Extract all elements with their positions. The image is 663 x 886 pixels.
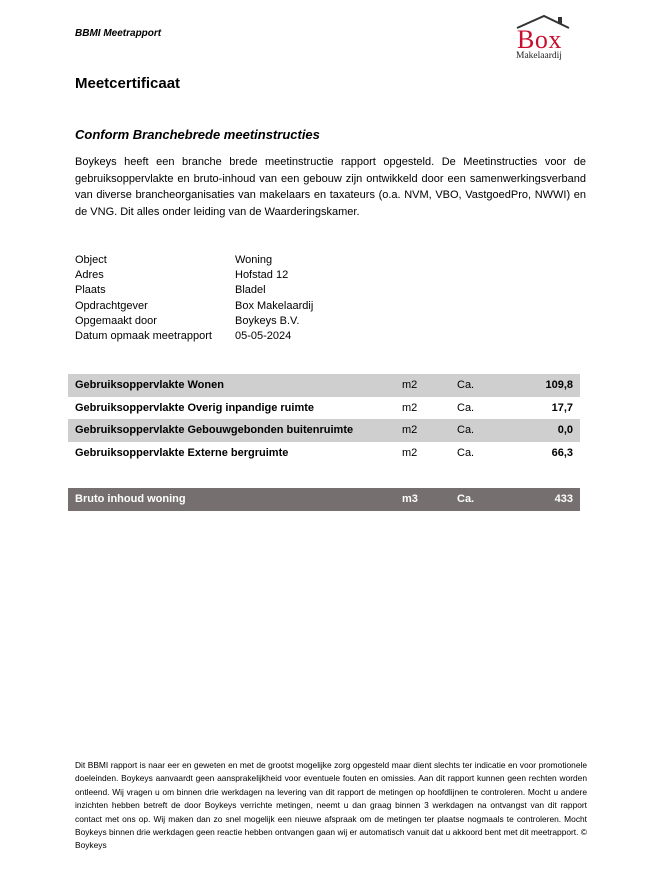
measurement-unit: m2 (402, 424, 418, 436)
detail-label: Plaats (75, 284, 106, 297)
measurement-table (68, 374, 580, 464)
detail-label: Opdrachtgever (75, 299, 148, 312)
detail-label: Adres (75, 269, 104, 282)
detail-value: 05-05-2024 (235, 329, 292, 342)
detail-value: Box Makelaardij (235, 299, 314, 312)
detail-value: Bladel (235, 284, 266, 297)
measurement-row-overig (68, 397, 580, 420)
volume-value: 433 (554, 493, 573, 505)
box-makelaardij-logo (514, 13, 572, 61)
section-title: Conform Branchebrede meetinstructies (75, 127, 320, 142)
measurement-label: Gebruiksoppervlakte Externe bergruimte (75, 446, 289, 459)
measurement-row-bergruimte (68, 442, 580, 465)
volume-row (68, 488, 580, 511)
measurement-value: 0,0 (557, 424, 573, 436)
detail-label: Datum opmaak meetrapport (75, 329, 212, 342)
measurement-approx: Ca. (457, 379, 475, 391)
measurement-approx: Ca. (457, 424, 475, 436)
detail-value: Woning (235, 254, 273, 266)
detail-value: Boykeys B.V. (235, 314, 300, 327)
measurement-approx: Ca. (457, 401, 475, 414)
measurement-unit: m2 (402, 446, 418, 459)
volume-unit: m3 (402, 493, 418, 505)
measurement-approx: Ca. (457, 446, 475, 459)
intro-paragraph: Boykeys heeft een branche brede meetinstructie rapport opgesteld. De Meetinstructies voor de gebruiksoppervlakte en bruto-inhoud van een gebouw zijn ontwikkeld door een samenwerkingsverband van diverse brancheorganisaties van makelaars en taxateurs (o.a. NVM, VBO, VastgoedPro, NWWI) en de VNG. Dit alles onder leiding van de Waarderingskamer. (75, 156, 586, 218)
detail-value: Hofstad 12 (235, 269, 289, 282)
measurement-value: 17,7 (551, 401, 573, 414)
report-header-title: BBMI Meetrapport (75, 28, 162, 39)
measurement-label: Gebruiksoppervlakte Gebouwgebonden buitenruimte (75, 424, 354, 436)
measurement-unit: m2 (402, 379, 418, 391)
measurement-label: Gebruiksoppervlakte Wonen (75, 379, 224, 391)
measurement-value: 66,3 (551, 446, 573, 459)
volume-table (68, 488, 580, 511)
measurement-row-buitenruimte (68, 419, 580, 442)
detail-label: Object (75, 254, 107, 266)
measurement-value: 109,8 (545, 379, 573, 391)
volume-approx: Ca. (457, 493, 475, 505)
measurement-row-wonen (68, 374, 580, 397)
document-title: Meetcertificaat (75, 75, 181, 92)
disclaimer-paragraph: Dit BBMI rapport is naar eer en geweten en met de grootst mogelijke zorg opgesteld maar dient slechts ter indicatie en voor promotionele doeleinden. Boykeys aanvaardt geen aansprakelijkheid voor eventuele fouten en omissies. Aan dit rapport kunnen geen rechten worden ontleend. Wij vragen u om binnen drie werkdagen na levering van dit rapport de metingen op hoofdlijnen te controleren. Mocht u andere inzichten hebben betreft de door Boykeys verrichte metingen, neemt u dan graag binnen 3 werkdagen na ontvangst van dit rapport contact met ons op. Wij maken dan zo snel mogelijk een nieuwe afspraak om de metingen ter plaatse nogmaals te controleren. Mocht Boykeys binnen drie werkdagen geen reactie hebben ontvangen gaan wij er automatisch vanuit dat u akkoord bent met dit meetrapport. © Boykeys (75, 760, 587, 851)
volume-label: Bruto inhoud woning (75, 493, 186, 505)
measurement-unit: m2 (402, 401, 418, 414)
logo-word: Box (517, 25, 562, 54)
detail-label: Opgemaakt door (75, 314, 157, 327)
measurement-label: Gebruiksoppervlakte Overig inpandige ruimte (75, 401, 315, 414)
logo-subtitle: Makelaardij (516, 51, 562, 61)
